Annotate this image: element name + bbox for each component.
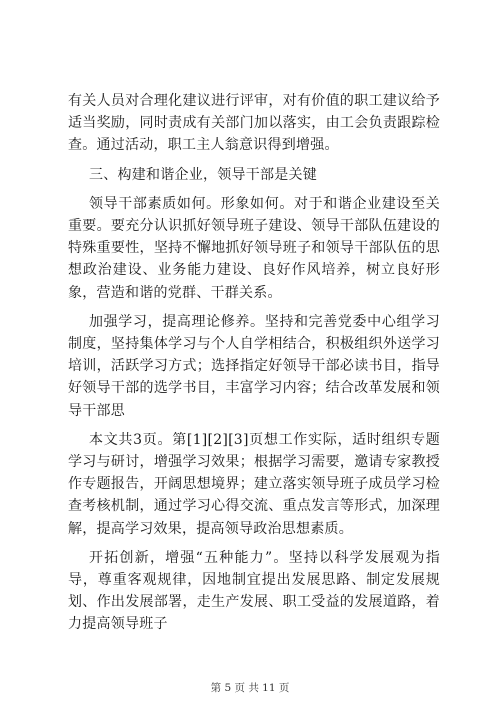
section-heading: 三、构建和谐企业，领导干部是关键 [89, 166, 317, 183]
paragraph-page-note: 本文共3页。第[1][2][3]页想工作实际，适时组织专题学习与研讨，增强学习效果；根据学习需要，邀请专家教授作专题报告，开阔思想境界；建立落实领导班子成员学习检查考核机制，通过学习心得交流、重点发言等形式，加深理解，提高学习效果，提高领导政治思想素质。 [68, 431, 440, 537]
paragraph-leadership-quality: 领导干部素质如何。形象如何。对于和谐企业建设至关重要。要充分认识抓好领导班子建设、领导干部队伍建设的特殊重要性，坚持不懈地抓好领导班子和领导干部队伍的思想政治建设、业务能力建设、良好作风培养，树立良好形象，营造和谐的党群、干群关系。 [68, 195, 440, 301]
paragraph-innovation: 开拓创新，增强“五种能力”。坚持以科学发展观为指导，尊重客观规律，因地制宜提出发展思路、制定发展规划、作出发展部署，走生产发展、职工受益的发展道路，着力提高领导班子 [68, 549, 440, 633]
paragraph-continuation: 有关人员对合理化建议进行评审，对有价值的职工建议给予适当奖励，同时责成有关部门加以落实，由工会负责跟踪检查。通过活动，职工主人翁意识得到增强。 [68, 93, 440, 154]
paragraph-strengthen-learning: 加强学习，提高理论修养。坚持和完善党委中心组学习制度，坚持集体学习与个人自学相结合，积极组织外送学习培训，活跃学习方式；选择指定好领导干部必读书目，指导好领导干部的选学书目，丰富学习内容；结合改革发展和领导干部思 [68, 313, 440, 419]
document-body [68, 90, 440, 636]
page-footer: 第 5 页 共 11 页 [210, 682, 290, 694]
